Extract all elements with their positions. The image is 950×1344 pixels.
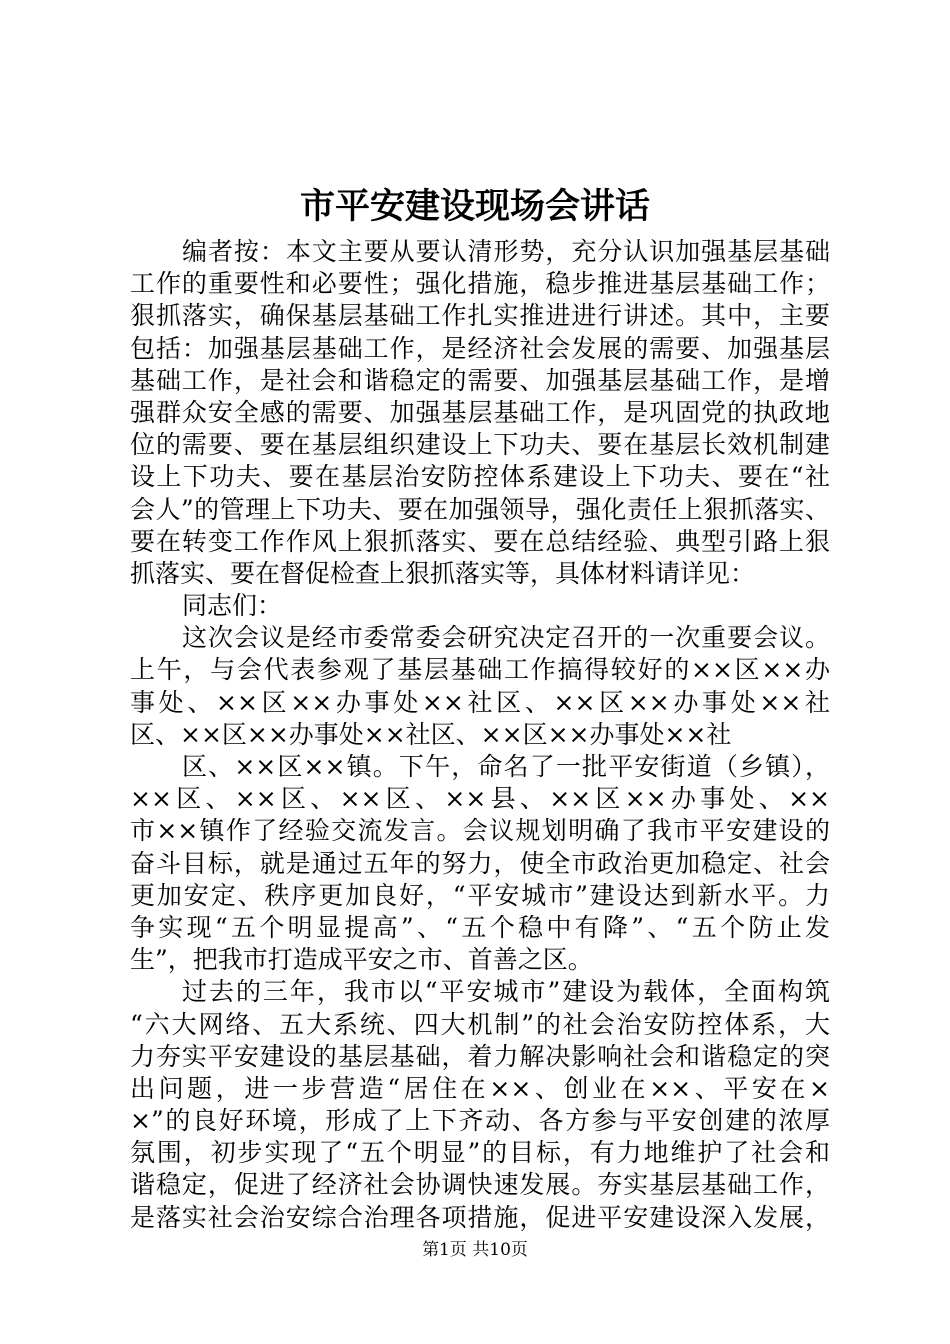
- body-line: 位的需要、要在基层组织建设上下功夫、要在基层长效机制建: [130, 430, 830, 460]
- body-line: 狠抓落实，确保基层基础工作扎实推进进行讲述。其中，主要: [130, 301, 830, 331]
- body-line: ××区、××区、××区、××县、××区××办事处、××: [130, 784, 830, 814]
- document-title: 市平安建设现场会讲话: [299, 186, 650, 227]
- body-line: 力夯实平安建设的基层基础，着力解决影响社会和谐稳定的突: [130, 1041, 830, 1071]
- body-line: 争实现“五个明显提高”、“五个稳中有降”、“五个防止发: [130, 912, 830, 942]
- page-number: 第1页 共10页: [422, 1240, 528, 1260]
- body-line: 工作的重要性和必要性；强化措施，稳步推进基层基础工作；: [130, 269, 830, 299]
- body-line: 区、××区××镇。下午，命名了一批平安街道（乡镇），: [182, 752, 830, 781]
- body-line: 过去的三年，我市以“平安城市”建设为载体，全面构筑: [182, 977, 830, 1007]
- body-line: 生”，把我市打造成平安之市、首善之区。: [130, 945, 593, 975]
- body-line: 谐稳定，促进了经济社会协调快速发展。夯实基层基础工作，: [130, 1170, 830, 1200]
- body-line: 要在转变工作作风上狠抓落实、要在总结经验、典型引路上狠: [130, 526, 830, 556]
- body-line: 更加安定、秩序更加良好，“平安城市”建设达到新水平。力: [130, 880, 830, 910]
- document-body: [130, 236, 830, 1234]
- body-line: 这次会议是经市委常委会研究决定召开的一次重要会议。: [182, 623, 830, 653]
- body-line: 强群众安全感的需要、加强基层基础工作，是巩固党的执政地: [130, 397, 830, 427]
- body-line: 是落实社会治安综合治理各项措施，促进平安建设深入发展，: [130, 1202, 830, 1232]
- body-line: 区、××区××办事处××社区、××区××办事处××社: [130, 719, 732, 749]
- body-line: 市××镇作了经验交流发言。会议规划明确了我市平安建设的: [130, 816, 830, 846]
- body-line: 奋斗目标，就是通过五年的努力，使全市政治更加稳定、社会: [130, 848, 830, 878]
- body-line: 上午，与会代表参观了基层基础工作搞得较好的××区××办: [130, 655, 830, 685]
- body-line: 基础工作，是社会和谐稳定的需要、加强基层基础工作，是增: [130, 365, 830, 395]
- body-line: 编者按：本文主要从要认清形势，充分认识加强基层基础: [182, 237, 830, 266]
- body-line: 包括：加强基层基础工作，是经济社会发展的需要、加强基层: [130, 333, 830, 363]
- body-line: 会人”的管理上下功夫、要在加强领导，强化责任上狠抓落实、: [130, 494, 830, 524]
- body-line: 设上下功夫、要在基层治安防控体系建设上下功夫、要在“社: [130, 462, 830, 492]
- body-line: 氛围，初步实现了“五个明显”的目标，有力地维护了社会和: [130, 1138, 830, 1168]
- body-line: 事处、××区××办事处××社区、××区××办事处××社: [130, 687, 830, 717]
- body-line: 抓落实、要在督促检查上狠抓落实等，具体材料请详见：: [130, 558, 756, 588]
- body-line: “六大网络、五大系统、四大机制”的社会治安防控体系，大: [130, 1009, 830, 1039]
- salutation: 同志们：: [182, 591, 283, 621]
- body-line: 出问题，进一步营造“居住在××、创业在××、平安在×: [130, 1073, 830, 1103]
- body-line: ×”的良好环境，形成了上下齐动、各方参与平安创建的浓厚: [130, 1106, 830, 1136]
